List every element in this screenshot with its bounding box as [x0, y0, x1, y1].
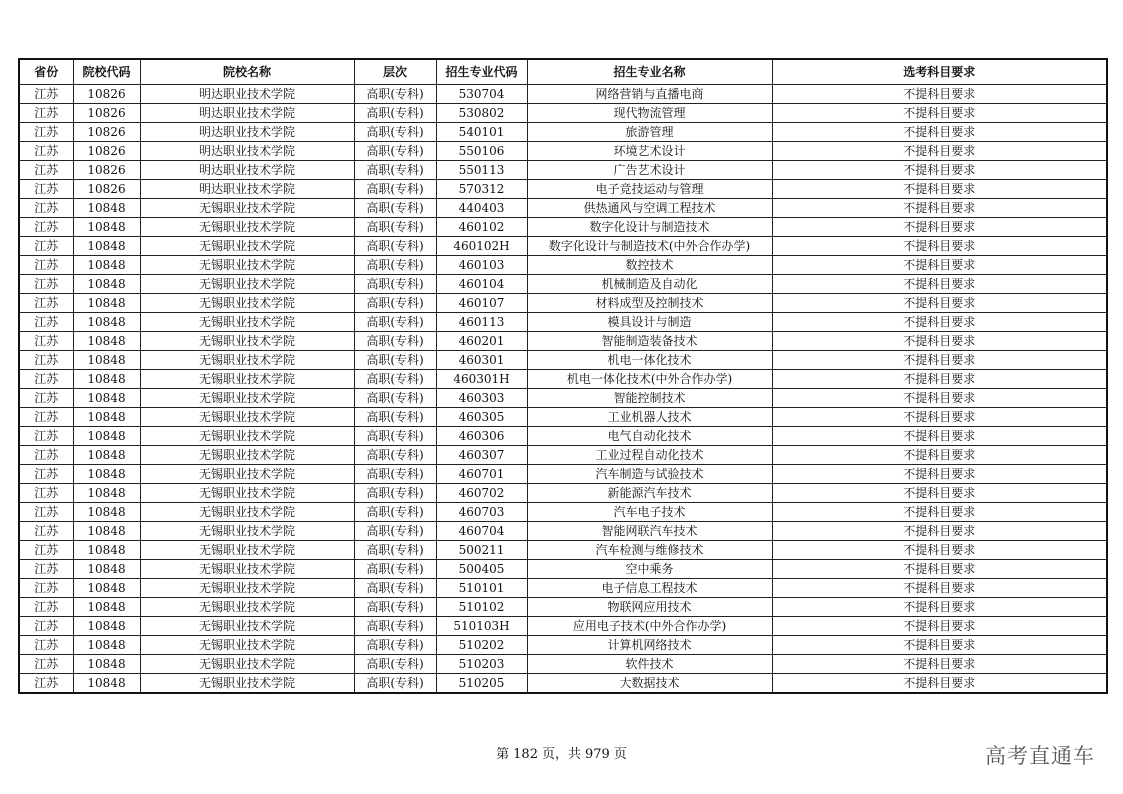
cell-school-code: 10848	[73, 636, 140, 655]
cell-major-code: 460102H	[436, 237, 527, 256]
cell-level: 高职(专科)	[354, 370, 436, 389]
cell-major-code: 460306	[436, 427, 527, 446]
cell-province: 江苏	[19, 256, 73, 275]
cell-subject-requirement: 不提科目要求	[772, 408, 1107, 427]
cell-school-name: 无锡职业技术学院	[140, 332, 354, 351]
cell-subject-requirement: 不提科目要求	[772, 674, 1107, 694]
cell-school-code: 10848	[73, 332, 140, 351]
cell-subject-requirement: 不提科目要求	[772, 275, 1107, 294]
cell-school-code: 10848	[73, 465, 140, 484]
cell-level: 高职(专科)	[354, 655, 436, 674]
cell-province: 江苏	[19, 180, 73, 199]
cell-school-name: 无锡职业技术学院	[140, 617, 354, 636]
cell-subject-requirement: 不提科目要求	[772, 85, 1107, 104]
cell-school-name: 明达职业技术学院	[140, 142, 354, 161]
cell-school-name: 明达职业技术学院	[140, 123, 354, 142]
cell-level: 高职(专科)	[354, 446, 436, 465]
cell-school-code: 10826	[73, 85, 140, 104]
page-number-footer	[0, 743, 1123, 762]
admissions-table	[18, 58, 1108, 694]
cell-school-code: 10848	[73, 598, 140, 617]
cell-school-code: 10848	[73, 370, 140, 389]
cell-major-name: 电气自动化技术	[527, 427, 772, 446]
cell-school-code: 10848	[73, 351, 140, 370]
cell-province: 江苏	[19, 237, 73, 256]
cell-school-name: 无锡职业技术学院	[140, 674, 354, 694]
cell-level: 高职(专科)	[354, 636, 436, 655]
cell-school-name: 无锡职业技术学院	[140, 579, 354, 598]
cell-school-code: 10848	[73, 313, 140, 332]
cell-level: 高职(专科)	[354, 199, 436, 218]
table-row	[19, 655, 1107, 674]
table-row	[19, 294, 1107, 313]
cell-school-code: 10848	[73, 560, 140, 579]
cell-level: 高职(专科)	[354, 579, 436, 598]
cell-subject-requirement: 不提科目要求	[772, 503, 1107, 522]
cell-province: 江苏	[19, 104, 73, 123]
cell-major-code: 550106	[436, 142, 527, 161]
table-row	[19, 275, 1107, 294]
cell-province: 江苏	[19, 560, 73, 579]
cell-major-name: 软件技术	[527, 655, 772, 674]
cell-subject-requirement: 不提科目要求	[772, 370, 1107, 389]
cell-subject-requirement: 不提科目要求	[772, 256, 1107, 275]
cell-major-name: 智能制造装备技术	[527, 332, 772, 351]
cell-province: 江苏	[19, 617, 73, 636]
cell-level: 高职(专科)	[354, 389, 436, 408]
cell-subject-requirement: 不提科目要求	[772, 294, 1107, 313]
cell-school-code: 10848	[73, 674, 140, 694]
cell-school-name: 无锡职业技术学院	[140, 655, 354, 674]
cell-school-name: 无锡职业技术学院	[140, 408, 354, 427]
table-row	[19, 408, 1107, 427]
cell-school-code: 10848	[73, 275, 140, 294]
cell-province: 江苏	[19, 541, 73, 560]
cell-school-name: 无锡职业技术学院	[140, 484, 354, 503]
table-row	[19, 199, 1107, 218]
table-row	[19, 503, 1107, 522]
cell-level: 高职(专科)	[354, 465, 436, 484]
cell-subject-requirement: 不提科目要求	[772, 541, 1107, 560]
cell-school-code: 10826	[73, 123, 140, 142]
cell-subject-requirement: 不提科目要求	[772, 161, 1107, 180]
cell-province: 江苏	[19, 674, 73, 694]
header-province: 省份	[19, 59, 73, 85]
cell-province: 江苏	[19, 446, 73, 465]
table-row	[19, 104, 1107, 123]
cell-major-name: 机械制造及自动化	[527, 275, 772, 294]
cell-school-code: 10826	[73, 142, 140, 161]
cell-level: 高职(专科)	[354, 541, 436, 560]
cell-school-name: 无锡职业技术学院	[140, 598, 354, 617]
cell-major-name: 物联网应用技术	[527, 598, 772, 617]
cell-major-name: 广告艺术设计	[527, 161, 772, 180]
table-row	[19, 180, 1107, 199]
table-header-row	[19, 59, 1107, 85]
cell-province: 江苏	[19, 332, 73, 351]
cell-major-code: 460104	[436, 275, 527, 294]
cell-subject-requirement: 不提科目要求	[772, 313, 1107, 332]
cell-level: 高职(专科)	[354, 104, 436, 123]
cell-school-code: 10826	[73, 161, 140, 180]
table-row	[19, 142, 1107, 161]
cell-major-code: 460107	[436, 294, 527, 313]
table-row	[19, 617, 1107, 636]
table-row	[19, 541, 1107, 560]
cell-major-code: 460103	[436, 256, 527, 275]
cell-subject-requirement: 不提科目要求	[772, 617, 1107, 636]
cell-province: 江苏	[19, 579, 73, 598]
cell-province: 江苏	[19, 636, 73, 655]
cell-school-code: 10848	[73, 579, 140, 598]
cell-province: 江苏	[19, 123, 73, 142]
table-row	[19, 351, 1107, 370]
cell-subject-requirement: 不提科目要求	[772, 465, 1107, 484]
cell-school-name: 无锡职业技术学院	[140, 427, 354, 446]
header-subject-requirement: 选考科目要求	[772, 59, 1107, 85]
cell-major-name: 材料成型及控制技术	[527, 294, 772, 313]
admissions-table-container	[18, 58, 1106, 694]
cell-major-name: 模具设计与制造	[527, 313, 772, 332]
cell-major-name: 数字化设计与制造技术(中外合作办学)	[527, 237, 772, 256]
cell-major-code: 510203	[436, 655, 527, 674]
cell-level: 高职(专科)	[354, 294, 436, 313]
cell-major-code: 510103H	[436, 617, 527, 636]
cell-major-name: 环境艺术设计	[527, 142, 772, 161]
cell-subject-requirement: 不提科目要求	[772, 218, 1107, 237]
table-row	[19, 161, 1107, 180]
table-row	[19, 85, 1107, 104]
cell-school-code: 10848	[73, 427, 140, 446]
table-row	[19, 237, 1107, 256]
cell-province: 江苏	[19, 427, 73, 446]
cell-school-name: 无锡职业技术学院	[140, 256, 354, 275]
cell-major-code: 510205	[436, 674, 527, 694]
cell-school-name: 无锡职业技术学院	[140, 560, 354, 579]
cell-major-code: 460301	[436, 351, 527, 370]
page-total: 979	[585, 747, 610, 762]
cell-major-name: 网络营销与直播电商	[527, 85, 772, 104]
cell-major-code: 510102	[436, 598, 527, 617]
cell-level: 高职(专科)	[354, 161, 436, 180]
cell-school-code: 10848	[73, 522, 140, 541]
cell-school-code: 10826	[73, 180, 140, 199]
cell-school-name: 无锡职业技术学院	[140, 294, 354, 313]
cell-school-name: 无锡职业技术学院	[140, 389, 354, 408]
cell-province: 江苏	[19, 85, 73, 104]
cell-major-code: 460303	[436, 389, 527, 408]
page-suffix: 页	[613, 747, 627, 762]
page-number: 182	[513, 747, 538, 762]
cell-subject-requirement: 不提科目要求	[772, 636, 1107, 655]
cell-subject-requirement: 不提科目要求	[772, 104, 1107, 123]
cell-province: 江苏	[19, 465, 73, 484]
cell-province: 江苏	[19, 218, 73, 237]
cell-subject-requirement: 不提科目要求	[772, 142, 1107, 161]
cell-level: 高职(专科)	[354, 427, 436, 446]
cell-level: 高职(专科)	[354, 503, 436, 522]
cell-major-name: 新能源汽车技术	[527, 484, 772, 503]
cell-school-code: 10848	[73, 256, 140, 275]
cell-school-code: 10848	[73, 541, 140, 560]
cell-major-name: 电子竞技运动与管理	[527, 180, 772, 199]
cell-subject-requirement: 不提科目要求	[772, 199, 1107, 218]
table-row	[19, 427, 1107, 446]
cell-major-name: 电子信息工程技术	[527, 579, 772, 598]
cell-major-name: 计算机网络技术	[527, 636, 772, 655]
cell-major-code: 460102	[436, 218, 527, 237]
cell-school-name: 无锡职业技术学院	[140, 636, 354, 655]
cell-subject-requirement: 不提科目要求	[772, 655, 1107, 674]
cell-school-name: 明达职业技术学院	[140, 180, 354, 199]
cell-school-name: 无锡职业技术学院	[140, 237, 354, 256]
cell-school-name: 无锡职业技术学院	[140, 446, 354, 465]
table-row	[19, 579, 1107, 598]
cell-school-name: 无锡职业技术学院	[140, 503, 354, 522]
cell-major-name: 数字化设计与制造技术	[527, 218, 772, 237]
cell-major-code: 460201	[436, 332, 527, 351]
cell-major-name: 应用电子技术(中外合作办学)	[527, 617, 772, 636]
cell-school-code: 10848	[73, 446, 140, 465]
cell-level: 高职(专科)	[354, 218, 436, 237]
table-row	[19, 218, 1107, 237]
cell-school-code: 10848	[73, 408, 140, 427]
cell-province: 江苏	[19, 142, 73, 161]
cell-school-name: 无锡职业技术学院	[140, 275, 354, 294]
cell-major-code: 460701	[436, 465, 527, 484]
cell-major-code: 510202	[436, 636, 527, 655]
table-body	[19, 85, 1107, 694]
cell-major-code: 460113	[436, 313, 527, 332]
cell-province: 江苏	[19, 199, 73, 218]
cell-subject-requirement: 不提科目要求	[772, 446, 1107, 465]
cell-school-name: 无锡职业技术学院	[140, 541, 354, 560]
header-level: 层次	[354, 59, 436, 85]
cell-level: 高职(专科)	[354, 674, 436, 694]
cell-major-name: 大数据技术	[527, 674, 772, 694]
cell-province: 江苏	[19, 522, 73, 541]
cell-province: 江苏	[19, 161, 73, 180]
table-row	[19, 636, 1107, 655]
header-major-code: 招生专业代码	[436, 59, 527, 85]
cell-level: 高职(专科)	[354, 522, 436, 541]
table-row	[19, 313, 1107, 332]
cell-school-name: 无锡职业技术学院	[140, 465, 354, 484]
cell-major-code: 460305	[436, 408, 527, 427]
cell-level: 高职(专科)	[354, 560, 436, 579]
cell-subject-requirement: 不提科目要求	[772, 332, 1107, 351]
cell-school-name: 明达职业技术学院	[140, 161, 354, 180]
cell-subject-requirement: 不提科目要求	[772, 237, 1107, 256]
cell-school-code: 10826	[73, 104, 140, 123]
cell-major-code: 440403	[436, 199, 527, 218]
cell-level: 高职(专科)	[354, 237, 436, 256]
cell-school-name: 无锡职业技术学院	[140, 199, 354, 218]
cell-major-name: 数控技术	[527, 256, 772, 275]
cell-major-name: 空中乘务	[527, 560, 772, 579]
table-row	[19, 465, 1107, 484]
cell-major-code: 570312	[436, 180, 527, 199]
cell-province: 江苏	[19, 503, 73, 522]
cell-subject-requirement: 不提科目要求	[772, 351, 1107, 370]
cell-province: 江苏	[19, 598, 73, 617]
cell-province: 江苏	[19, 351, 73, 370]
cell-major-code: 510101	[436, 579, 527, 598]
page-middle: 页，共	[541, 747, 581, 762]
cell-major-code: 460307	[436, 446, 527, 465]
cell-province: 江苏	[19, 655, 73, 674]
cell-major-code: 500211	[436, 541, 527, 560]
cell-major-name: 汽车电子技术	[527, 503, 772, 522]
cell-level: 高职(专科)	[354, 408, 436, 427]
cell-school-code: 10848	[73, 503, 140, 522]
header-major-name: 招生专业名称	[527, 59, 772, 85]
cell-subject-requirement: 不提科目要求	[772, 427, 1107, 446]
cell-province: 江苏	[19, 313, 73, 332]
cell-province: 江苏	[19, 294, 73, 313]
cell-level: 高职(专科)	[354, 598, 436, 617]
cell-school-code: 10848	[73, 294, 140, 313]
cell-major-code: 460702	[436, 484, 527, 503]
cell-subject-requirement: 不提科目要求	[772, 560, 1107, 579]
cell-major-name: 工业机器人技术	[527, 408, 772, 427]
cell-major-code: 460703	[436, 503, 527, 522]
cell-major-name: 汽车制造与试验技术	[527, 465, 772, 484]
cell-province: 江苏	[19, 370, 73, 389]
cell-subject-requirement: 不提科目要求	[772, 598, 1107, 617]
cell-major-code: 550113	[436, 161, 527, 180]
cell-school-name: 无锡职业技术学院	[140, 370, 354, 389]
cell-school-code: 10848	[73, 655, 140, 674]
cell-level: 高职(专科)	[354, 142, 436, 161]
table-row	[19, 123, 1107, 142]
cell-subject-requirement: 不提科目要求	[772, 522, 1107, 541]
table-row	[19, 484, 1107, 503]
cell-school-name: 明达职业技术学院	[140, 104, 354, 123]
cell-major-code: 500405	[436, 560, 527, 579]
cell-major-code: 460301H	[436, 370, 527, 389]
cell-school-code: 10848	[73, 199, 140, 218]
cell-level: 高职(专科)	[354, 256, 436, 275]
table-row	[19, 560, 1107, 579]
cell-level: 高职(专科)	[354, 85, 436, 104]
cell-major-name: 智能网联汽车技术	[527, 522, 772, 541]
cell-school-code: 10848	[73, 237, 140, 256]
cell-subject-requirement: 不提科目要求	[772, 180, 1107, 199]
table-row	[19, 522, 1107, 541]
cell-major-code: 530802	[436, 104, 527, 123]
table-row	[19, 674, 1107, 694]
cell-level: 高职(专科)	[354, 617, 436, 636]
cell-major-name: 机电一体化技术	[527, 351, 772, 370]
cell-major-name: 智能控制技术	[527, 389, 772, 408]
cell-level: 高职(专科)	[354, 123, 436, 142]
cell-subject-requirement: 不提科目要求	[772, 484, 1107, 503]
cell-school-name: 无锡职业技术学院	[140, 522, 354, 541]
cell-major-code: 460704	[436, 522, 527, 541]
cell-level: 高职(专科)	[354, 313, 436, 332]
table-row	[19, 256, 1107, 275]
cell-major-name: 机电一体化技术(中外合作办学)	[527, 370, 772, 389]
cell-province: 江苏	[19, 275, 73, 294]
cell-school-code: 10848	[73, 484, 140, 503]
cell-level: 高职(专科)	[354, 275, 436, 294]
table-row	[19, 332, 1107, 351]
table-row	[19, 598, 1107, 617]
cell-level: 高职(专科)	[354, 332, 436, 351]
cell-province: 江苏	[19, 484, 73, 503]
cell-school-code: 10848	[73, 218, 140, 237]
cell-major-name: 现代物流管理	[527, 104, 772, 123]
cell-major-name: 工业过程自动化技术	[527, 446, 772, 465]
cell-major-code: 540101	[436, 123, 527, 142]
cell-subject-requirement: 不提科目要求	[772, 123, 1107, 142]
table-row	[19, 370, 1107, 389]
cell-major-name: 供热通风与空调工程技术	[527, 199, 772, 218]
cell-school-name: 无锡职业技术学院	[140, 351, 354, 370]
table-row	[19, 446, 1107, 465]
cell-major-code: 530704	[436, 85, 527, 104]
header-school-name: 院校名称	[140, 59, 354, 85]
cell-school-name: 明达职业技术学院	[140, 85, 354, 104]
cell-school-name: 无锡职业技术学院	[140, 313, 354, 332]
cell-subject-requirement: 不提科目要求	[772, 579, 1107, 598]
cell-major-name: 汽车检测与维修技术	[527, 541, 772, 560]
cell-level: 高职(专科)	[354, 351, 436, 370]
cell-school-name: 无锡职业技术学院	[140, 218, 354, 237]
watermark-logo: 高考直通车	[985, 744, 1095, 768]
cell-subject-requirement: 不提科目要求	[772, 389, 1107, 408]
cell-province: 江苏	[19, 389, 73, 408]
cell-province: 江苏	[19, 408, 73, 427]
header-school-code: 院校代码	[73, 59, 140, 85]
cell-school-code: 10848	[73, 617, 140, 636]
cell-school-code: 10848	[73, 389, 140, 408]
table-row	[19, 389, 1107, 408]
page-prefix: 第	[496, 747, 510, 762]
cell-level: 高职(专科)	[354, 180, 436, 199]
cell-level: 高职(专科)	[354, 484, 436, 503]
cell-major-name: 旅游管理	[527, 123, 772, 142]
